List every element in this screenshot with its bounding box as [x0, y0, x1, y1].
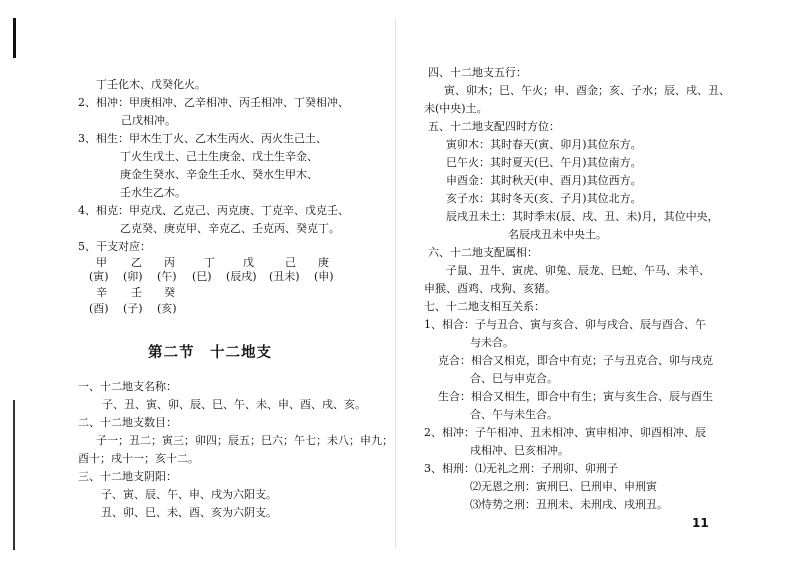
branch: (亥): [157, 302, 177, 315]
text-line: 1、相合：子与丑合、寅与亥合、卯与戌合、辰与酉合、午: [424, 318, 706, 331]
branch: (辰戌): [226, 270, 257, 283]
scan-edge-mark: [13, 18, 16, 58]
stem: 庚: [318, 256, 329, 269]
text-line: 子、丑、寅、卯、辰、巳、午、未、申、酉、戌、亥。: [102, 398, 366, 411]
text-line: 亥子水：其时冬天(亥、子月)其位北方。: [446, 192, 642, 205]
text-line: 七、十二地支相互关系：: [424, 300, 545, 313]
text-line: 2、相冲：甲庚相冲、乙辛相冲、丙壬相冲、丁癸相冲、: [78, 96, 349, 109]
right-page: [396, 0, 792, 561]
text-line: 巳午火：其时夏天(巳、午月)其位南方。: [446, 156, 642, 169]
text-line: 合、午与未生合。: [470, 408, 558, 421]
stems-row: [0, 256, 396, 270]
text-line: 三、十二地支阴阳：: [78, 470, 177, 483]
text-line: 2、相冲：子午相冲、丑未相冲、寅申相冲、卯酉相冲、辰: [424, 426, 706, 439]
section-title: 第二节 十二地支: [148, 344, 272, 361]
branch: (酉): [89, 302, 109, 315]
stems-row: [0, 286, 396, 300]
branch: (子): [123, 302, 143, 315]
stem: 乙: [131, 256, 142, 269]
text-line: 3、相生：甲木生丁火、乙木生丙火、丙火生己土、: [78, 132, 327, 145]
text-line: 子一；丑二；寅三；卯四；辰五；巳六；午七；未八；申九；: [96, 434, 393, 447]
text-line: 子、寅、辰、午、申、戌为六阳支。: [101, 488, 277, 501]
text-line: 子鼠、丑牛、寅虎、卯兔、辰龙、巳蛇、午马、未羊、: [446, 264, 710, 277]
text-line: 戌相冲、巳亥相冲。: [470, 444, 569, 457]
text-line: 己戊相冲。: [121, 114, 176, 127]
stem: 戊: [243, 256, 254, 269]
text-line: ⑵无恩之刑：寅刑巳、巳刑申、申刑寅: [470, 480, 657, 493]
text-line: 名辰戌丑未中央土。: [508, 228, 607, 241]
branch: (寅): [89, 270, 109, 283]
page-number: 11: [692, 516, 709, 530]
stem: 壬: [131, 286, 142, 299]
text-line: 辰戌丑未土：其时季末(辰、戌、丑、未)月，其位中央，: [446, 210, 719, 223]
branch: (卯): [123, 270, 143, 283]
stem: 甲: [96, 256, 107, 269]
branches-row: [0, 270, 396, 284]
text-line: 未(中央)土。: [424, 102, 488, 115]
branch: (午): [157, 270, 177, 283]
text-line: 四、十二地支五行：: [428, 66, 527, 79]
text-line: 生合：相合又相生，即合中有生；寅与亥生合、辰与酉生: [438, 390, 713, 403]
text-line: 酉十；戌十一；亥十二。: [78, 452, 199, 465]
left-page: [0, 0, 396, 561]
text-line: 与未合。: [470, 336, 514, 349]
branches-row: [0, 302, 396, 316]
stem: 丁: [204, 256, 215, 269]
branch: (申): [314, 270, 334, 283]
text-line: 壬水生乙木。: [120, 186, 186, 199]
text-line: 5、干支对应：: [78, 240, 151, 253]
text-line: 4、相克：甲克戊、乙克己、丙克庚、丁克辛、戊克壬、: [78, 204, 349, 217]
text-line: ⑶恃势之刑：丑刑未、未刑戌、戌刑丑。: [470, 498, 668, 511]
text-line: 寅卯木：其时春天(寅、卯月)其位东方。: [446, 138, 642, 151]
text-line: 克合：相合又相克，即合中有克；子与丑克合、卯与戌克: [438, 354, 713, 367]
stem: 癸: [164, 286, 175, 299]
text-line: 一、十二地支名称：: [78, 380, 177, 393]
stem: 己: [285, 256, 296, 269]
text-line: 寅、卯木；巳、午火；申、酉金；亥、子水；辰、戌、丑、: [444, 84, 730, 97]
text-line: 乙克癸、庚克甲、辛克乙、壬克丙、癸克丁。: [120, 222, 340, 235]
scan-edge-mark: [13, 400, 15, 550]
text-line: 丑、卯、巳、未、酉、亥为六阴支。: [101, 506, 277, 519]
text-line: 申猴、酉鸡、戌狗、亥猪。: [424, 282, 556, 295]
text-line: 庚金生癸水、辛金生壬水、癸水生甲木、: [120, 168, 318, 181]
text-line: 二、十二地支数目：: [78, 416, 177, 429]
text-line: 申酉金：其时秋天(申、酉月)其位西方。: [446, 174, 642, 187]
text-line: 丁壬化木、戊癸化火。: [96, 78, 206, 91]
text-line: 合、巳与申克合。: [470, 372, 558, 385]
branch: (丑未): [269, 270, 300, 283]
text-line: 五、十二地支配四时方位：: [428, 120, 560, 133]
branch: (巳): [192, 270, 212, 283]
text-line: 丁火生戊土、己土生庚金、戊土生辛金、: [120, 150, 318, 163]
text-line: 3、相刑：⑴无礼之刑：子刑卯、卯刑子: [424, 462, 618, 475]
stem: 辛: [96, 286, 107, 299]
text-line: 六、十二地支配属相：: [428, 246, 538, 259]
stem: 丙: [164, 256, 175, 269]
